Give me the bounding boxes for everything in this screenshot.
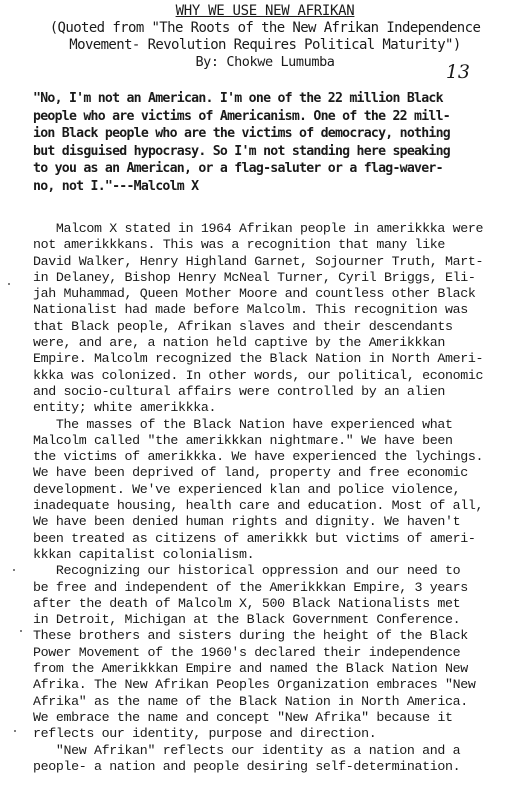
body-line: been treated as citizens of amerikkk but victims of ameri-: [33, 530, 476, 546]
body-line: in Delaney, Bishop Henry McNeal Turner, Cyril Briggs, Eli-: [33, 269, 476, 285]
document-subtitle-line-1: (Quoted from "The Roots of the New Afrikan Independence: [49, 20, 481, 36]
body-line: in Detroit, Michigan at the Black Government Conference.: [33, 612, 461, 628]
scan-speck: [13, 569, 15, 571]
body-line: Malcolm called "the amerikkkan nightmare." We have been: [33, 432, 453, 448]
scan-speck: [8, 283, 10, 285]
body-line: development. We've experienced klan and police violence,: [33, 481, 461, 497]
body-line: not amerikkkans. This was a recognition that many like: [33, 237, 445, 253]
body-line: jah Muhammad, Queen Mother Moore and countless other Black: [33, 286, 476, 302]
document-header: [20, 3, 510, 71]
scan-speck: [20, 630, 22, 632]
body-line: These brothers and sisters during the height of the Black: [33, 628, 468, 644]
body-line: kkkan capitalist colonialism.: [33, 546, 255, 562]
body-line: people- a nation and people desiring self-determination.: [33, 758, 461, 774]
document-body: [33, 221, 513, 775]
scan-speck: [14, 730, 16, 732]
document-title: WHY WE USE NEW AFRIKAN: [175, 3, 355, 19]
quote-line: to you as an American, or a flag-saluter or a flag-waver-: [33, 161, 443, 176]
body-line: Nationalist had made before Malcolm. This recognition was: [33, 302, 468, 318]
body-line: after the death of Malcolm X, 500 Black Nationalists met: [33, 595, 461, 611]
body-line: were, and are, a nation held captive by the Amerikkkan: [33, 335, 445, 351]
handwritten-page-number: 13: [445, 61, 470, 83]
body-line: David Walker, Henry Highland Garnet, Sojourner Truth, Mart-: [33, 253, 484, 269]
body-line: inadequate housing, health care and education. Most of all,: [33, 498, 484, 514]
body-line: The masses of the Black Nation have experienced what: [33, 416, 453, 432]
malcolm-x-quote: [33, 90, 503, 195]
body-line: from the Amerikkkan Empire and named the Black Nation New: [33, 661, 468, 677]
quote-line: but disguised hypocrasy. So I'm not standing here speaking: [33, 143, 450, 159]
body-line: the victims of amerikkka. We have experienced the lychings.: [33, 449, 484, 465]
body-line: We have been deprived of land, property and free economic: [33, 465, 468, 481]
body-line: that Black people, Afrikan slaves and their descendants: [33, 318, 453, 334]
document-subtitle-line-2: Movement- Revolution Requires Political Maturity"): [69, 37, 461, 53]
body-line: Malcom X stated in 1964 Afrikan people in amerikkka were: [33, 221, 484, 236]
body-line: reflects our identity, purpose and direction.: [33, 726, 377, 742]
quote-line: people who are victims of Americanism. One of the 22 mill-: [33, 108, 450, 124]
body-line: kkka was colonized. In other words, our political, economic: [33, 367, 484, 383]
body-line: entity; white amerikkka.: [33, 400, 217, 416]
body-line: Empire. Malcolm recognized the Black Nation in North Ameri-: [33, 351, 484, 367]
document-byline: By: Chokwe Lumumba: [195, 54, 335, 70]
body-line: Power Movement of the 1960's declared their independence: [33, 644, 461, 660]
body-line: and socio-cultural affairs were controlled by an alien: [33, 383, 445, 399]
body-line: We embrace the name and concept "New Afrika" because it: [33, 709, 453, 725]
body-line: Recognizing our historical oppression and our need to: [33, 563, 461, 579]
body-line: Afrika. The New Afrikan Peoples Organization embraces "New: [33, 677, 476, 693]
body-line: "New Afrikan" reflects our identity as a nation and a: [33, 742, 461, 758]
quote-line: "No, I'm not an American. I'm one of the 22 million Black: [33, 91, 443, 106]
body-line: Afrika" as the name of the Black Nation in North America.: [33, 693, 468, 709]
body-line: be free and independent of the Amerikkkan Empire, 3 years: [33, 579, 468, 595]
body-line: We have been denied human rights and dignity. We haven't: [33, 514, 461, 530]
quote-line: no, not I."---Malcolm X: [33, 178, 199, 194]
quote-line: ion Black people who are the victims of democracy, nothing: [33, 126, 450, 141]
